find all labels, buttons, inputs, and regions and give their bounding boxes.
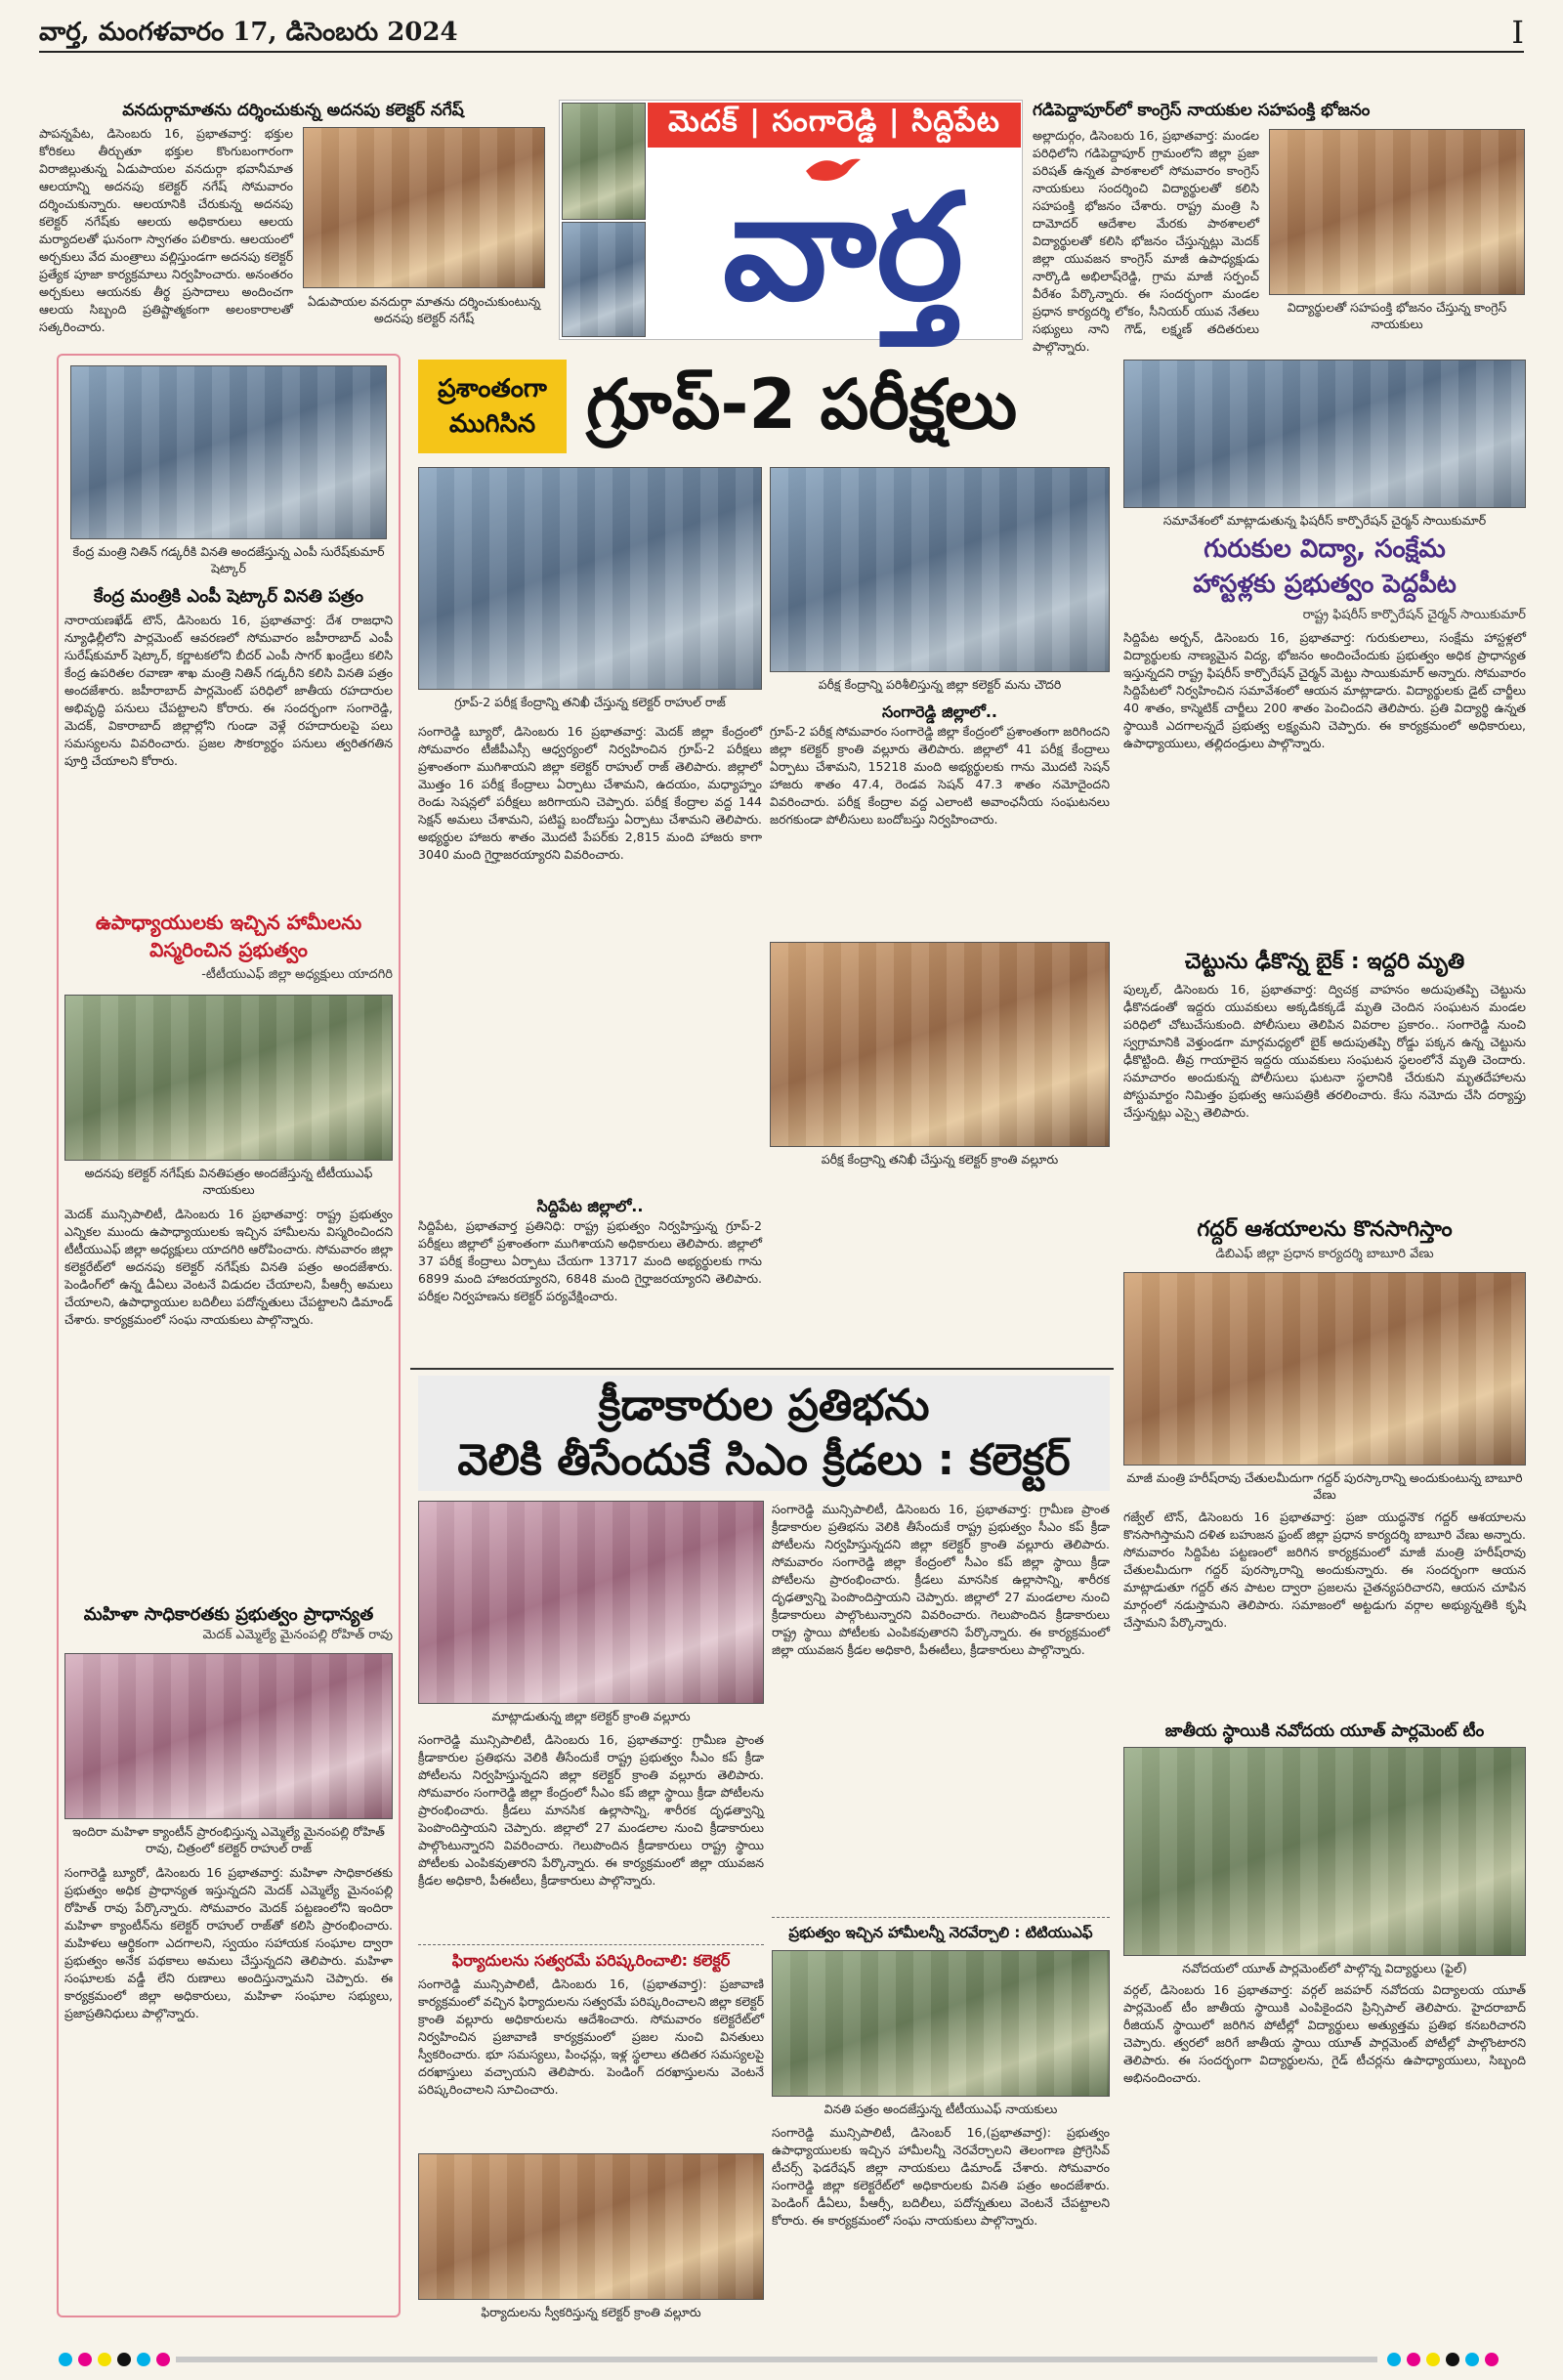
photo-caption: నవోదయలో యూత్ పార్లమెంట్‌లో పాల్గొన్న విద్యార్థులు (ఫైల్) <box>1182 1961 1467 1976</box>
story-headline: మహిళా సాధికారతకు ప్రభుత్వం ప్రాధాన్యత <box>83 1604 374 1625</box>
cm-games-banner <box>418 1376 1110 1491</box>
story-headline: ప్రభుత్వం ఇచ్చిన హామీలన్నీ నెరవేర్చాలి : టిటియుఎఫ్ <box>788 1924 1093 1941</box>
accident-body: పుల్కల్, డిసెంబరు 16, ప్రభాతవార్త: ద్విచక్ర వాహనం అదుపుతప్పి చెట్టును ఢీకొనడంతో ఇద్దరు యువకులు అక్కడికక్కడే మృతి చెందిన సంఘటన మండల పరిధిలో చోటుచేసుకుంది. పోలీసులు తెలిపిన వివరాల ప్రకారం.. సంగారెడ్డి నుంచి స్వగ్రామానికి వెళ్తుండగా మార్గమధ్యలో బైక్ అదుపుతప్పి రోడ్డు పక్కన ఉన్న చెట్టును ఢీకొట్టింది. తీవ్ర గాయాలైన ఇద్దరు యువకులు సంఘటన స్థలంలోనే మృతి చెందారు. సమాచారం అందుకున్న పోలీసులు ఘటనా స్థలానికి చేరుకుని మృతదేహాలను పోస్టుమార్టం నిమిత్తం ప్రభుత్వ ఆసుపత్రికి తరలించారు. కేసు నమోదు చేసి దర్యాప్తు చేస్తున్నట్లు ఎస్సై తెలిపారు. <box>1123 982 1526 1120</box>
print-registration-strip <box>0 2349 1563 2370</box>
page-number: I <box>1511 14 1524 51</box>
masthead-date: వార్త, మంగళవారం 17, డిసెంబరు 2024 <box>39 18 458 47</box>
story-body: అల్లాదుర్గం, డిసెంబరు 16, ప్రభాతవార్త: మండల పరిధిలోని గడిపెద్దాపూర్ గ్రామంలోని జిల్లా ప్రజా పరిషత్ ఉన్నత పాఠశాలలో సోమవారం కాంగ్రెస్ నాయకులు సందర్శించి విద్యార్థులతో కలిసి సహపంక్తి భోజనం చేశారు. రాష్ట్ర మంత్రి సి దామోదర్ ఆదేశాల మేరకు పాఠశాలలో విద్యార్థులతో కలిసి భోజనం చేస్తున్నట్లు మెదక్ జిల్లా యువజన కాంగ్రెస్ మాజీ ఉపాధ్యక్షుడు నార్కొడి అభిలాష్‌రెడ్డి, గ్రామ మాజీ సర్పంచ్ వీరేశం పేర్కొన్నారు. ఈ సందర్భంగా మండల ప్రధాన కార్యదర్శి లోకం, సీనియర్ యువ నేతలు సభ్యులు నాని గౌడ్, లక్ష్మణ్ తదితరులు పాల్గొన్నారు. <box>1033 128 1259 354</box>
group2-headline: గ్రూప్-2 పరీక్షలు <box>586 364 1018 445</box>
photo-cm-cup <box>418 1501 764 1704</box>
gray-bar <box>176 2357 1377 2362</box>
photo-gaddar-award <box>1123 1272 1526 1466</box>
story-headline: కేంద్ర మంత్రికి ఎంపీ షెట్కార్ వినతి పత్రం <box>93 586 364 607</box>
group2-tag: ప్రశాంతంగా ముగిసిన <box>418 360 567 453</box>
ttuf-body: సంగారెడ్డి మున్సిపాలిటీ, డిసెంబర్ 16,(ప్రభాతవార్త): ప్రభుత్వం ఉపాధ్యాయులకు ఇచ్చిన హామీలన్నీ నెరవేర్చాలని తెలంగాణ ప్రోగ్రెసివ్ టీచర్స్ ఫెడరేషన్ జిల్లా నాయకులు డిమాండ్ చేశారు. సోమవారం సంగారెడ్డి జిల్లా కలెక్టరేట్‌లో అధికారులకు వినతి పత్రం అందజేశారు. పెండింగ్ డీఏలు, పీఆర్సీ, బదిలీలు, పదోన్నతులు వెంటనే చేపట్టాలని కోరారు. ఈ కార్యక్రమంలో సంఘ నాయకులు పాల్గొన్నారు. <box>772 2125 1110 2228</box>
story-headline: చెట్టును ఢీకొన్న బైక్ : ఇద్దరి మృతి <box>1184 950 1465 974</box>
story-body: సంగారెడ్డి బ్యూరో, డిసెంబరు 16 ప్రభాతవార్త: మహిళా సాధికారతకు ప్రభుత్వం అధిక ప్రాధాన్యత ఇస్తున్నదని మెదక్ ఎమ్మెల్యే మైనంపల్లి రోహిత్ రావు పేర్కొన్నారు. సోమవారం మెదక్ పట్టణంలోని ఇందిరా మహిళా క్యాంటీన్‌ను కలెక్టర్ రాహుల్ రాజ్‌తో కలిసి ప్రారంభించారు. మహిళలు ఆర్థికంగా ఎదగాలని, స్వయం సహాయక సంఘాల ద్వారా ప్రభుత్వం అనేక పథకాలు అమలు చేస్తున్నదని తెలిపారు. మహిళా సంఘాలకు వడ్డీ లేని రుణాలు అందిస్తున్నామని చెప్పారు. ఈ కార్యక్రమంలో జిల్లా అధికారులు, మహిళా సంఘాల సభ్యులు, ప్రజాప్రతినిధులు పాల్గొన్నారు. <box>64 1865 393 2020</box>
photo-caption: గ్రూప్-2 పరీక్ష కేంద్రాన్ని తనిఖీ చేస్తున్న కలెక్టర్ రాహుల్ రాజ్ <box>454 695 726 709</box>
story-congress-meal <box>1033 100 1526 354</box>
photo-caption: ఫిర్యాదులను స్వీకరిస్తున్న కలెక్టర్ క్రాంతి వల్లూరు <box>481 2305 701 2319</box>
color-registration-marks <box>59 2353 170 2366</box>
cm-games-body-2: సంగారెడ్డి మున్సిపాలిటీ, డిసెంబరు 16, ప్రభాతవార్త: గ్రామీణ ప్రాంత క్రీడాకారుల ప్రతిభను వెలికి తీసేందుకే రాష్ట్ర ప్రభుత్వం సీఎం కప్ క్రీడా పోటీలను నిర్వహిస్తున్నదని జిల్లా కలెక్టర్ క్రాంతి వల్లూరు తెలిపారు. సోమవారం సంగారెడ్డి జిల్లా కేంద్రంలో సీఎం కప్ జిల్లా స్థాయి క్రీడా పోటీలను ప్రారంభించారు. క్రీడలు మానసిక ఉల్లాసాన్ని, శారీరక దృఢత్వాన్ని పెంపొందిస్తాయని చెప్పారు. జిల్లాలో 27 మండలాల నుంచి క్రీడాకారులు పాల్గొంటున్నారని వివరించారు. గెలుపొందిన క్రీడాకారులు రాష్ట్ర స్థాయి పోటీలకు ఎంపికవుతారని పేర్కొన్నారు. ఈ కార్యక్రమంలో జిల్లా యువజన క్రీడల అధికారి, పీఈటీలు, క్రీడాకారులు పాల్గొన్నారు. <box>772 1502 1110 1657</box>
photo-caption: ఏడుపాయల వనదుర్గా మాతను దర్శించుకుంటున్న అదనపు కలెక్టర్ నగేష్ <box>307 294 541 325</box>
photo-ttuf <box>772 1950 1110 2097</box>
photo-caption: అదనపు కలెక్టర్ నగేష్‌కు వినతిపత్రం అందజేస్తున్న టీటీయుఎఫ్ నాయకులు <box>84 1166 373 1197</box>
group2-subhead-siddipet: సిద్దిపేట జిల్లాలో.. <box>536 1197 644 1215</box>
clocktower-photo <box>562 222 646 337</box>
story-subhead: రాష్ట్ర ఫిషరీస్ కార్పొరేషన్ చైర్మన్ సాయికుమార్ <box>1302 608 1526 622</box>
section-divider <box>418 1944 764 1945</box>
photo-caption: మాజీ మంత్రి హరీష్‌రావు చేతులమీదుగా గద్దర్ పురస్కారాన్ని అందుకుంటున్న బాబూరి వేణు <box>1126 1470 1523 1502</box>
gurukul-body: సిద్దిపేట అర్బన్, డిసెంబరు 16, ప్రభాతవార్త: గురుకులాలు, సంక్షేమ హాస్టళ్లలో విద్యార్థులకు నాణ్యమైన విద్య, భోజనం అందించేందుకు ప్రభుత్వం అధిక ప్రాధాన్యత ఇస్తున్నదని రాష్ట్ర ఫిషరీస్ కార్పొరేషన్ చైర్మన్ మెట్టు సాయికుమార్ అన్నారు. సోమవారం సిద్దిపేటలో నిర్వహించిన సమావేశంలో ఆయన మాట్లాడారు. విద్యార్థులకు డైట్ చార్జీలు 40 శాతం, కాస్మెటిక్ చార్జీలు 200 శాతం పెంచిందని తెలిపారు. ప్రతి విద్యార్థి ఉన్నత స్థాయికి ఎదగాలన్నదే ప్రభుత్వ లక్ష్యమని చెప్పారు. ఈ కార్యక్రమంలో అధికారులు, ఉపాధ్యాయులు, తల్లిదండ్రులు పాల్గొన్నారు. <box>1123 630 1526 750</box>
photo-students-meal <box>1269 129 1525 295</box>
photo-caption: పరీక్ష కేంద్రాన్ని పరిశీలిస్తున్న జిల్లా కలెక్టర్ మను చౌదరి <box>818 677 1062 692</box>
vartha-logo <box>559 100 1023 340</box>
group2-body-medak: సంగారెడ్డి బ్యూరో, డిసెంబరు 16 ప్రభాతవార్త: మెదక్ జిల్లా కేంద్రంలో సోమవారం టీజీపీఎస్సీ ఆధ్వర్యంలో నిర్వహించిన గ్రూప్-2 పరీక్షలు ప్రశాంతంగా ముగిశాయని జిల్లా కలెక్టర్ రాహుల్ రాజ్ తెలిపారు. జిల్లాలో మొత్తం 16 పరీక్ష కేంద్రాలు ఏర్పాటు చేశామని, ఉదయం, మధ్యాహ్నం రెండు సెషన్లలో పరీక్షలు జరిగాయని చెప్పారు. పరీక్ష కేంద్రాల వద్ద 144 సెక్షన్ అమలు చేశామని, పటిష్ట బందోబస్తు ఏర్పాటు చేశామని తెలిపారు. అభ్యర్థుల హాజరు శాతం మొదటి పేపర్‌కు 2,815 మంది హాజరు కాగా 3040 మంది గైర్హాజరయ్యారని వివరించారు. <box>418 724 762 862</box>
photo-caption: సమావేశంలో మాట్లాడుతున్న ఫిషరీస్ కార్పొరేషన్ చైర్మన్ సాయికుమార్ <box>1162 513 1487 528</box>
story-body: నారాయణఖేడ్ టౌన్, డిసెంబరు 16, ప్రభాతవార్త: దేశ రాజధాని న్యూఢిల్లీలోని పార్లమెంట్ ఆవరణలో సోమవారం జహీరాబాద్ ఎంపీ సురేష్‌కుమార్ షెట్కార్, కర్ణాటకలోని బీదర్ ఎంపీ సాగర్ ఖండ్రేలు కలిసి కేంద్ర ఉపరితల రవాణా శాఖ మంత్రి నితిన్ గడ్కరీని కలిసి వినతి పత్రం అందజేశారు. జహీరాబాద్ పార్లమెంట్ పరిధిలో జాతీయ రహదారుల అభివృద్ధి పనులు చేపట్టాలని కోరారు. ఈ సందర్భంగా సంగారెడ్డి, మెదక్, వికారాబాద్ జిల్లాల్లోని గుండా వెళ్లే రహదారులపై పలు సమస్యలను వివరించారు. ప్రజల సౌకర్యార్థం పనులు త్వరితగతిన పూర్తి చేయాలని కోరారు. <box>64 613 393 768</box>
right-column <box>1123 356 1526 2339</box>
photo-gadkari <box>70 365 387 539</box>
story-headline: ఫిర్యాదులను సత్వరమే పరిష్కరించాలి: కలెక్టర్ <box>451 1951 731 1970</box>
photo-caption: వినతి పత్రం అందజేస్తున్న టీటీయుఎఫ్ నాయకులు <box>824 2102 1058 2116</box>
photo-caption: ఇందిరా మహిళా క్యాంటీన్ ప్రారంభిస్తున్న ఎమ్మెల్యే మైనంపల్లి రోహిత్ రావు, చిత్రంలో కలెక్టర్ రాహుల్ రాజ్ <box>72 1824 385 1855</box>
navodaya-body: వర్గల్, డిసెంబరు 16 ప్రభాతవార్త: వర్గల్ జవహర్ నవోదయ విద్యాలయ యూత్ పార్లమెంట్ టీం జాతీయ స్థాయికి ఎంపికైందని ప్రిన్సిపాల్ తెలిపారు. హైదరాబాద్ రీజియన్ స్థాయిలో జరిగిన పోటీల్లో విద్యార్థులు అత్యుత్తమ ప్రతిభ కనబరిచారని చెప్పారు. త్వరలో జరిగే జాతీయ స్థాయి యూత్ పార్లమెంట్ పోటీల్లో పాల్గొంటారని తెలిపారు. ఈ సందర్భంగా విద్యార్థులను, గైడ్ టీచర్లను ఉపాధ్యాయులు, సిబ్బంది అభినందించారు. <box>1123 1982 1526 2085</box>
district-band: మెదక్ | సంగారెడ్డి | సిద్దిపేట <box>648 103 1021 148</box>
section-divider <box>410 1368 1114 1370</box>
story-headline: గడిపెద్దాపూర్‌లో కాంగ్రెస్ నాయకుల సహపంక్తి భోజనం <box>1033 101 1371 120</box>
story-subhead: మెదక్ ఎమ్మెల్యే మైనంపల్లి రోహిత్ రావు <box>202 1628 393 1642</box>
story-subhead: డిబిఎఫ్ జిల్లా ప్రధాన కార్యదర్శి బాబూరి వేణు <box>1215 1247 1434 1261</box>
gurukul-headline-1: గురుకుల విద్యా, సంక్షేమ <box>1204 534 1446 564</box>
photo-group2-siddipet <box>770 467 1110 672</box>
photo-prajavani <box>418 2153 764 2300</box>
temple-photo <box>562 103 646 220</box>
group2-subhead-sangareddy: సంగారెడ్డి జిల్లాలో.. <box>881 702 998 721</box>
cm-games-headline-2: వెలికి తీసేందుకే సిఎం క్రీడలు : కలెక్టర్ <box>457 1435 1071 1485</box>
photo-ttuf-petition <box>64 995 393 1161</box>
photo-group2-sangareddy <box>770 942 1110 1147</box>
grievance-body: సంగారెడ్డి మున్సిపాలిటీ, డిసెంబరు 16, (ప్రభాతవార్త): ప్రజావాణి కార్యక్రమంలో వచ్చిన ఫిర్యాదులను సత్వరమే పరిష్కరించాలని జిల్లా కలెక్టర్ క్రాంతి వల్లూరు అధికారులను ఆదేశించారు. సోమవారం కలెక్టరేట్‌లో నిర్వహించిన ప్రజావాణి కార్యక్రమంలో ప్రజల నుంచి వినతులు స్వీకరించారు. భూ సమస్యలు, పింఛన్లు, ఇళ్ల స్థలాలు తదితర సమస్యలపై దరఖాస్తులు వచ్చాయని తెలిపారు. పెండింగ్ దరఖాస్తులను వెంటనే పరిష్కరించాలని సూచించారు. <box>418 1976 764 2097</box>
story-body: మెదక్ మున్సిపాలిటీ, డిసెంబరు 16 ప్రభాతవార్త: రాష్ట్ర ప్రభుత్వం ఎన్నికల ముందు ఉపాధ్యాయులకు ఇచ్చిన హామీలను విస్మరించిందని టీటీయుఎఫ్ జిల్లా అధ్యక్షులు యాదగిరి ఆరోపించారు. సోమవారం జిల్లా కలెక్టరేట్‌లో అదనపు కలెక్టర్ నగేష్‌కు వినతి పత్రం అందజేశారు. పెండింగ్‌లో ఉన్న డీఏలు వెంటనే విడుదల చేయాలని, పీఆర్సీ అమలు చేయాలని, ఉపాధ్యాయుల బదిలీలు పదోన్నతులు చేపట్టాలని డిమాండ్ చేశారు. కార్యక్రమంలో సంఘ నాయకులు పాల్గొన్నారు. <box>64 1207 393 1327</box>
story-headline: వనదుర్గామాతను దర్శించుకున్న అదనపు కలెక్టర్ నగేష్ <box>122 101 464 120</box>
photo-temple-visit <box>303 127 545 288</box>
story-body: పాపన్నపేట, డిసెంబరు 16, ప్రభాతవార్త: భక్తుల కోరికలు తీర్చుతూ భక్తుల కొంగుబంగారంగా విరాజిల్లుతున్న ఏడుపాయల వనదుర్గా భవానీమాత ఆలయాన్ని అదనపు కలెక్టర్ నగేష్ సోమవారం దర్శించుకున్నారు. ఆలయానికి చేరుకున్న అదనపు కలెక్టర్ నగేష్‌కు ఆలయ అధికారులు ఆలయ మర్యాదలతో ఘనంగా స్వాగతం పలికారు. ఆలయంలో అర్చకులు వేద మంత్రాలు వల్లిస్తుండగా అదనపు కలెక్టర్ ప్రత్యేక పూజా కార్యక్రమాలు నిర్వహించారు. అనంతరం అర్చకులు ఆయనకు తీర్థ ప్రసాదాలు అందించగా ఆలయ సిబ్బంది ప్రతిష్టాత్మకంగా అలంకారాలతో సత్కరించారు. <box>39 126 293 334</box>
color-registration-marks-right <box>1387 2353 1499 2366</box>
photo-caption: పరీక్ష కేంద్రాన్ని తనిఖీ చేస్తున్న కలెక్టర్ క్రాంతి వల్లూరు <box>821 1152 1059 1167</box>
cm-games-body-1: సంగారెడ్డి మున్సిపాలిటీ, డిసెంబరు 16, ప్రభాతవార్త: గ్రామీణ ప్రాంత క్రీడాకారుల ప్రతిభను వెలికి తీసేందుకే రాష్ట్ర ప్రభుత్వం సీఎం కప్ క్రీడా పోటీలను నిర్వహిస్తున్నదని జిల్లా కలెక్టర్ క్రాంతి వల్లూరు తెలిపారు. సోమవారం సంగారెడ్డి జిల్లా కేంద్రంలో సీఎం కప్ జిల్లా స్థాయి క్రీడా పోటీలను ప్రారంభించారు. క్రీడలు మానసిక ఉల్లాసాన్ని, శారీరక దృఢత్వాన్ని పెంపొందిస్తాయని చెప్పారు. జిల్లాలో 27 మండలాల నుంచి క్రీడాకారులు పాల్గొంటున్నారని వివరించారు. గెలుపొందిన క్రీడాకారులు రాష్ట్ర స్థాయి పోటీలకు ఎంపికవుతారని పేర్కొన్నారు. ఈ కార్యక్రమంలో జిల్లా యువజన క్రీడల అధికారి, పీఈటీలు, క్రీడాకారులు పాల్గొన్నారు. <box>418 1732 764 1888</box>
cm-games-headline-1: క్రీడాకారుల ప్రతిభను <box>598 1381 930 1430</box>
section-divider <box>772 1917 1110 1918</box>
photo-caption: మాట్లాడుతున్న జిల్లా కలెక్టర్ క్రాంతి వల్లూరు <box>491 1709 691 1723</box>
photo-canteen-opening <box>64 1653 393 1819</box>
gaddar-body: గజ్వేల్ టౌన్, డిసెంబరు 16 ప్రభాతవార్త: ప్రజా యుద్ధనౌక గద్దర్ ఆశయాలను కొనసాగిస్తామని దళిత బహుజన ఫ్రంట్ జిల్లా ప్రధాన కార్యదర్శి బాబూరి వేణు అన్నారు. సోమవారం సిద్దిపేట పట్టణంలో జరిగిన కార్యక్రమంలో మాజీ మంత్రి హరీష్‌రావు చేతులమీదుగా గద్దర్ పురస్కారాన్ని అందుకున్నారు. ఈ సందర్భంగా ఆయన మాట్లాడుతూ గద్దర్ తన పాటల ద్వారా ప్రజలను చైతన్యపరిచారని, ఆయన చూపిన మార్గంలో నడుస్తామని తెలిపారు. సమాజంలో అట్టడుగు వర్గాల అభ్యున్నతికి కృషి చేస్తామని పేర్కొన్నారు. <box>1123 1509 1526 1630</box>
group2-body-siddipet: సిద్దిపేట, ప్రభాతవార్త ప్రతినిధి: రాష్ట్ర ప్రభుత్వం నిర్వహిస్తున్న గ్రూప్-2 పరీక్షలు జిల్లాలో ప్రశాంతంగా ముగిశాయని అధికారులు తెలిపారు. జిల్లాలో 37 పరీక్ష కేంద్రాలు ఏర్పాటు చేయగా 13717 మంది అభ్యర్థులకు గాను 6899 మంది హాజరయ్యారని, 6848 మంది గైర్హాజరయ్యారని తెలిపారు. పరీక్షల నిర్వహణను కలెక్టర్ పర్యవేక్షించారు. <box>418 1218 762 1303</box>
masthead <box>39 14 1524 53</box>
photo-youth-parliament <box>1123 1747 1526 1956</box>
photo-caption: విద్యార్థులతో సహపంక్తి భోజనం చేస్తున్న కాంగ్రెస్ నాయకులు <box>1287 300 1507 331</box>
photo-gurukul-meeting <box>1123 360 1526 508</box>
left-column <box>64 361 393 2316</box>
story-subhead: -టీటీయుఎఫ్ జిల్లా అధ్యక్షులు యాదగిరి <box>201 967 393 982</box>
story-headline: ఉపాధ్యాయులకు ఇచ్చిన హామీలను విస్మరించిన ప్రభుత్వం <box>95 911 362 961</box>
gurukul-headline-2: హాస్టళ్లకు ప్రభుత్వం పెద్దపీట <box>1193 570 1457 599</box>
photo-group2-medak <box>418 467 762 690</box>
story-headline: గద్దర్ ఆశయాలను కొనసాగిస్తాం <box>1197 1217 1453 1242</box>
story-collector-nagesh <box>39 100 547 344</box>
group2-body-sangareddy: గ్రూప్-2 పరీక్ష సోమవారం సంగారెడ్డి జిల్లా కేంద్రంలో ప్రశాంతంగా జరిగిందని జిల్లా కలెక్టర్ క్రాంతి వల్లూరు తెలిపారు. జిల్లాలో 41 పరీక్ష కేంద్రాలు ఏర్పాటు చేశామని, 15218 మంది అభ్యర్థులకు గాను మొదటి సెషన్ హాజరు శాతం 47.4, రెండవ సెషన్ 47.3 శాతం నమోదైందని వివరించారు. పరీక్ష కేంద్రాల వద్ద ఎలాంటి అవాంఛనీయ సంఘటనలు జరగకుండా పోలీసులు బందోబస్తు నిర్వహించారు. <box>770 724 1110 827</box>
logo-wordmark: వార్త <box>722 161 964 333</box>
photo-caption: కేంద్ర మంత్రి నితిన్ గడ్కరీకి వినతి అందజేస్తున్న ఎంపీ సురేష్‌కుమార్ షెట్కార్ <box>72 544 385 575</box>
story-headline: జాతీయ స్థాయికి నవోదయ యూత్ పార్లమెంట్ టీం <box>1164 1721 1485 1741</box>
